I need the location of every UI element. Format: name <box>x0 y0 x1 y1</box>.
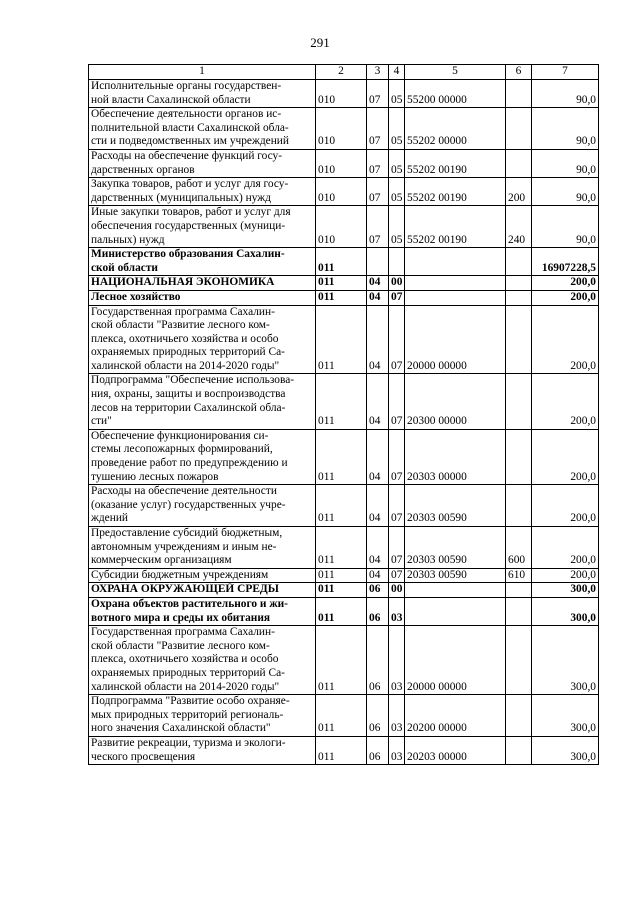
table-row <box>89 149 599 177</box>
amount-cell: 300,0 <box>532 583 599 598</box>
amount-cell: 200,0 <box>532 485 599 527</box>
subsection-code-cell: 07 <box>389 305 405 374</box>
expense-type-cell <box>506 583 532 598</box>
budget-table <box>88 64 599 765</box>
admin-code-cell: 011 <box>316 374 367 429</box>
amount-cell: 300,0 <box>532 736 599 764</box>
subsection-code-cell: 07 <box>389 485 405 527</box>
section-code-cell: 04 <box>367 568 389 583</box>
admin-code-cell: 011 <box>316 429 367 484</box>
table-row <box>89 374 599 429</box>
amount-cell: 200,0 <box>532 305 599 374</box>
amount-cell: 90,0 <box>532 80 599 108</box>
admin-code-cell: 011 <box>316 276 367 291</box>
subsection-code-cell: 03 <box>389 626 405 695</box>
subsection-code-cell: 00 <box>389 583 405 598</box>
amount-cell: 200,0 <box>532 374 599 429</box>
table-row <box>89 178 599 206</box>
admin-code-cell: 010 <box>316 178 367 206</box>
target-article-cell <box>405 290 506 305</box>
expense-type-cell <box>506 485 532 527</box>
table-row <box>89 583 599 598</box>
target-article-cell: 20000 00000 <box>405 305 506 374</box>
item-name-cell: Министерство образования Сахалин- ской области <box>89 248 316 276</box>
item-name-cell: Лесное хозяйство <box>89 290 316 305</box>
header-cell: 5 <box>405 65 506 80</box>
expense-type-cell: 200 <box>506 178 532 206</box>
expense-type-cell <box>506 305 532 374</box>
page-number: 291 <box>310 35 330 50</box>
header-cell: 3 <box>367 65 389 80</box>
subsection-code-cell: 07 <box>389 429 405 484</box>
section-code-cell: 04 <box>367 429 389 484</box>
expense-type-cell <box>506 80 532 108</box>
admin-code-cell: 011 <box>316 527 367 569</box>
table-row <box>89 597 599 625</box>
item-name-cell: Исполнительные органы государствен- ной власти Сахалинской области <box>89 80 316 108</box>
section-code-cell: 06 <box>367 736 389 764</box>
target-article-cell <box>405 583 506 598</box>
subsection-code-cell: 00 <box>389 276 405 291</box>
expense-type-cell <box>506 429 532 484</box>
admin-code-cell: 011 <box>316 626 367 695</box>
expense-type-cell: 600 <box>506 527 532 569</box>
expense-type-cell: 610 <box>506 568 532 583</box>
admin-code-cell: 011 <box>316 485 367 527</box>
amount-cell: 200,0 <box>532 276 599 291</box>
admin-code-cell: 011 <box>316 695 367 737</box>
admin-code-cell: 010 <box>316 108 367 150</box>
header-cell: 4 <box>389 65 405 80</box>
subsection-code-cell: 05 <box>389 206 405 248</box>
item-name-cell: Развитие рекреации, туризма и экологи- ческого просвещения <box>89 736 316 764</box>
header-cell: 1 <box>89 65 316 80</box>
item-name-cell: Подпрограмма "Обеспечение использова- ния, охраны, защиты и воспроизводства лесов на территории Сахалинской обла- сти" <box>89 374 316 429</box>
expense-type-cell <box>506 597 532 625</box>
item-name-cell: Предоставление субсидий бюджетным, автономным учреждениям и иным не- коммерческим организациям <box>89 527 316 569</box>
target-article-cell: 55202 00000 <box>405 108 506 150</box>
item-name-cell: НАЦИОНАЛЬНАЯ ЭКОНОМИКА <box>89 276 316 291</box>
admin-code-cell: 011 <box>316 248 367 276</box>
table-row <box>89 206 599 248</box>
table-row <box>89 736 599 764</box>
table-row <box>89 695 599 737</box>
section-code-cell: 06 <box>367 626 389 695</box>
target-article-cell <box>405 276 506 291</box>
section-code-cell: 07 <box>367 80 389 108</box>
admin-code-cell: 010 <box>316 206 367 248</box>
subsection-code-cell: 05 <box>389 178 405 206</box>
expense-type-cell: 240 <box>506 206 532 248</box>
section-code-cell: 04 <box>367 305 389 374</box>
target-article-cell: 55202 00190 <box>405 178 506 206</box>
amount-cell: 16907228,5 <box>532 248 599 276</box>
target-article-cell: 20000 00000 <box>405 626 506 695</box>
section-code-cell: 06 <box>367 597 389 625</box>
target-article-cell: 20300 00000 <box>405 374 506 429</box>
item-name-cell: Обеспечение деятельности органов ис- полнительной власти Сахалинской обла- сти и подведомственных им учреждений <box>89 108 316 150</box>
amount-cell: 90,0 <box>532 149 599 177</box>
header-row <box>89 65 599 80</box>
admin-code-cell: 010 <box>316 80 367 108</box>
item-name-cell: Охрана объектов растительного и жи- вотного мира и среды их обитания <box>89 597 316 625</box>
subsection-code-cell: 03 <box>389 597 405 625</box>
item-name-cell: Расходы на обеспечение функций госу- дарственных органов <box>89 149 316 177</box>
expense-type-cell <box>506 736 532 764</box>
section-code-cell: 07 <box>367 206 389 248</box>
item-name-cell: ОХРАНА ОКРУЖАЮЩЕЙ СРЕДЫ <box>89 583 316 598</box>
item-name-cell: Государственная программа Сахалин- ской области "Развитие лесного ком- плекса, охотничьего хозяйства и особо охраняемых природных территорий Са- халинской области на 2014-2020 годы" <box>89 305 316 374</box>
target-article-cell: 55200 00000 <box>405 80 506 108</box>
target-article-cell: 20303 00590 <box>405 527 506 569</box>
expense-type-cell <box>506 276 532 291</box>
amount-cell: 300,0 <box>532 597 599 625</box>
table-row <box>89 527 599 569</box>
table-row <box>89 485 599 527</box>
item-name-cell: Субсидии бюджетным учреждениям <box>89 568 316 583</box>
target-article-cell: 55202 00190 <box>405 149 506 177</box>
admin-code-cell: 011 <box>316 583 367 598</box>
amount-cell: 200,0 <box>532 429 599 484</box>
item-name-cell: Обеспечение функционирования си- стемы лесопожарных формирований, проведение работ по предупреждению и тушению лесных пожаров <box>89 429 316 484</box>
header-cell: 6 <box>506 65 532 80</box>
amount-cell: 200,0 <box>532 527 599 569</box>
subsection-code-cell: 03 <box>389 736 405 764</box>
target-article-cell <box>405 248 506 276</box>
table-row <box>89 568 599 583</box>
amount-cell: 90,0 <box>532 178 599 206</box>
item-name-cell: Государственная программа Сахалин- ской области "Развитие лесного ком- плекса, охотничьего хозяйства и особо охраняемых природных территорий Са- халинской области на 2014-2020 годы" <box>89 626 316 695</box>
expense-type-cell <box>506 290 532 305</box>
item-name-cell: Расходы на обеспечение деятельности (оказание услуг) государственных учре- ждений <box>89 485 316 527</box>
expense-type-cell <box>506 108 532 150</box>
amount-cell: 200,0 <box>532 290 599 305</box>
target-article-cell: 20303 00000 <box>405 429 506 484</box>
section-code-cell <box>367 248 389 276</box>
table-row <box>89 276 599 291</box>
subsection-code-cell: 05 <box>389 108 405 150</box>
target-article-cell <box>405 597 506 625</box>
expense-type-cell <box>506 695 532 737</box>
table-row <box>89 626 599 695</box>
table-row <box>89 108 599 150</box>
header-cell: 2 <box>316 65 367 80</box>
subsection-code-cell: 07 <box>389 568 405 583</box>
section-code-cell: 04 <box>367 527 389 569</box>
section-code-cell: 06 <box>367 583 389 598</box>
expense-type-cell <box>506 374 532 429</box>
subsection-code-cell: 07 <box>389 374 405 429</box>
admin-code-cell: 011 <box>316 597 367 625</box>
section-code-cell: 04 <box>367 485 389 527</box>
target-article-cell: 20203 00000 <box>405 736 506 764</box>
admin-code-cell: 011 <box>316 290 367 305</box>
subsection-code-cell: 03 <box>389 695 405 737</box>
subsection-code-cell: 07 <box>389 290 405 305</box>
table-row <box>89 305 599 374</box>
item-name-cell: Подпрограмма "Развитие особо охраняе- мых природных территорий региональ- ного значения Сахалинской области" <box>89 695 316 737</box>
amount-cell: 200,0 <box>532 568 599 583</box>
header-cell: 7 <box>532 65 599 80</box>
section-code-cell: 06 <box>367 695 389 737</box>
admin-code-cell: 010 <box>316 149 367 177</box>
section-code-cell: 04 <box>367 374 389 429</box>
section-code-cell: 07 <box>367 178 389 206</box>
table-row <box>89 290 599 305</box>
admin-code-cell: 011 <box>316 568 367 583</box>
item-name-cell: Закупка товаров, работ и услуг для госу- дарственных (муниципальных) нужд <box>89 178 316 206</box>
section-code-cell: 04 <box>367 290 389 305</box>
item-name-cell: Иные закупки товаров, работ и услуг для обеспечения государственных (муници- пальных) нужд <box>89 206 316 248</box>
expense-type-cell <box>506 149 532 177</box>
subsection-code-cell: 05 <box>389 80 405 108</box>
target-article-cell: 20303 00590 <box>405 568 506 583</box>
table-row <box>89 429 599 484</box>
subsection-code-cell: 05 <box>389 149 405 177</box>
admin-code-cell: 011 <box>316 305 367 374</box>
target-article-cell: 20200 00000 <box>405 695 506 737</box>
amount-cell: 90,0 <box>532 108 599 150</box>
amount-cell: 300,0 <box>532 626 599 695</box>
table-row <box>89 80 599 108</box>
subsection-code-cell: 07 <box>389 527 405 569</box>
amount-cell: 300,0 <box>532 695 599 737</box>
section-code-cell: 07 <box>367 108 389 150</box>
section-code-cell: 07 <box>367 149 389 177</box>
expense-type-cell <box>506 626 532 695</box>
admin-code-cell: 011 <box>316 736 367 764</box>
expense-type-cell <box>506 248 532 276</box>
target-article-cell: 55202 00190 <box>405 206 506 248</box>
section-code-cell: 04 <box>367 276 389 291</box>
target-article-cell: 20303 00590 <box>405 485 506 527</box>
table-row <box>89 248 599 276</box>
amount-cell: 90,0 <box>532 206 599 248</box>
subsection-code-cell <box>389 248 405 276</box>
